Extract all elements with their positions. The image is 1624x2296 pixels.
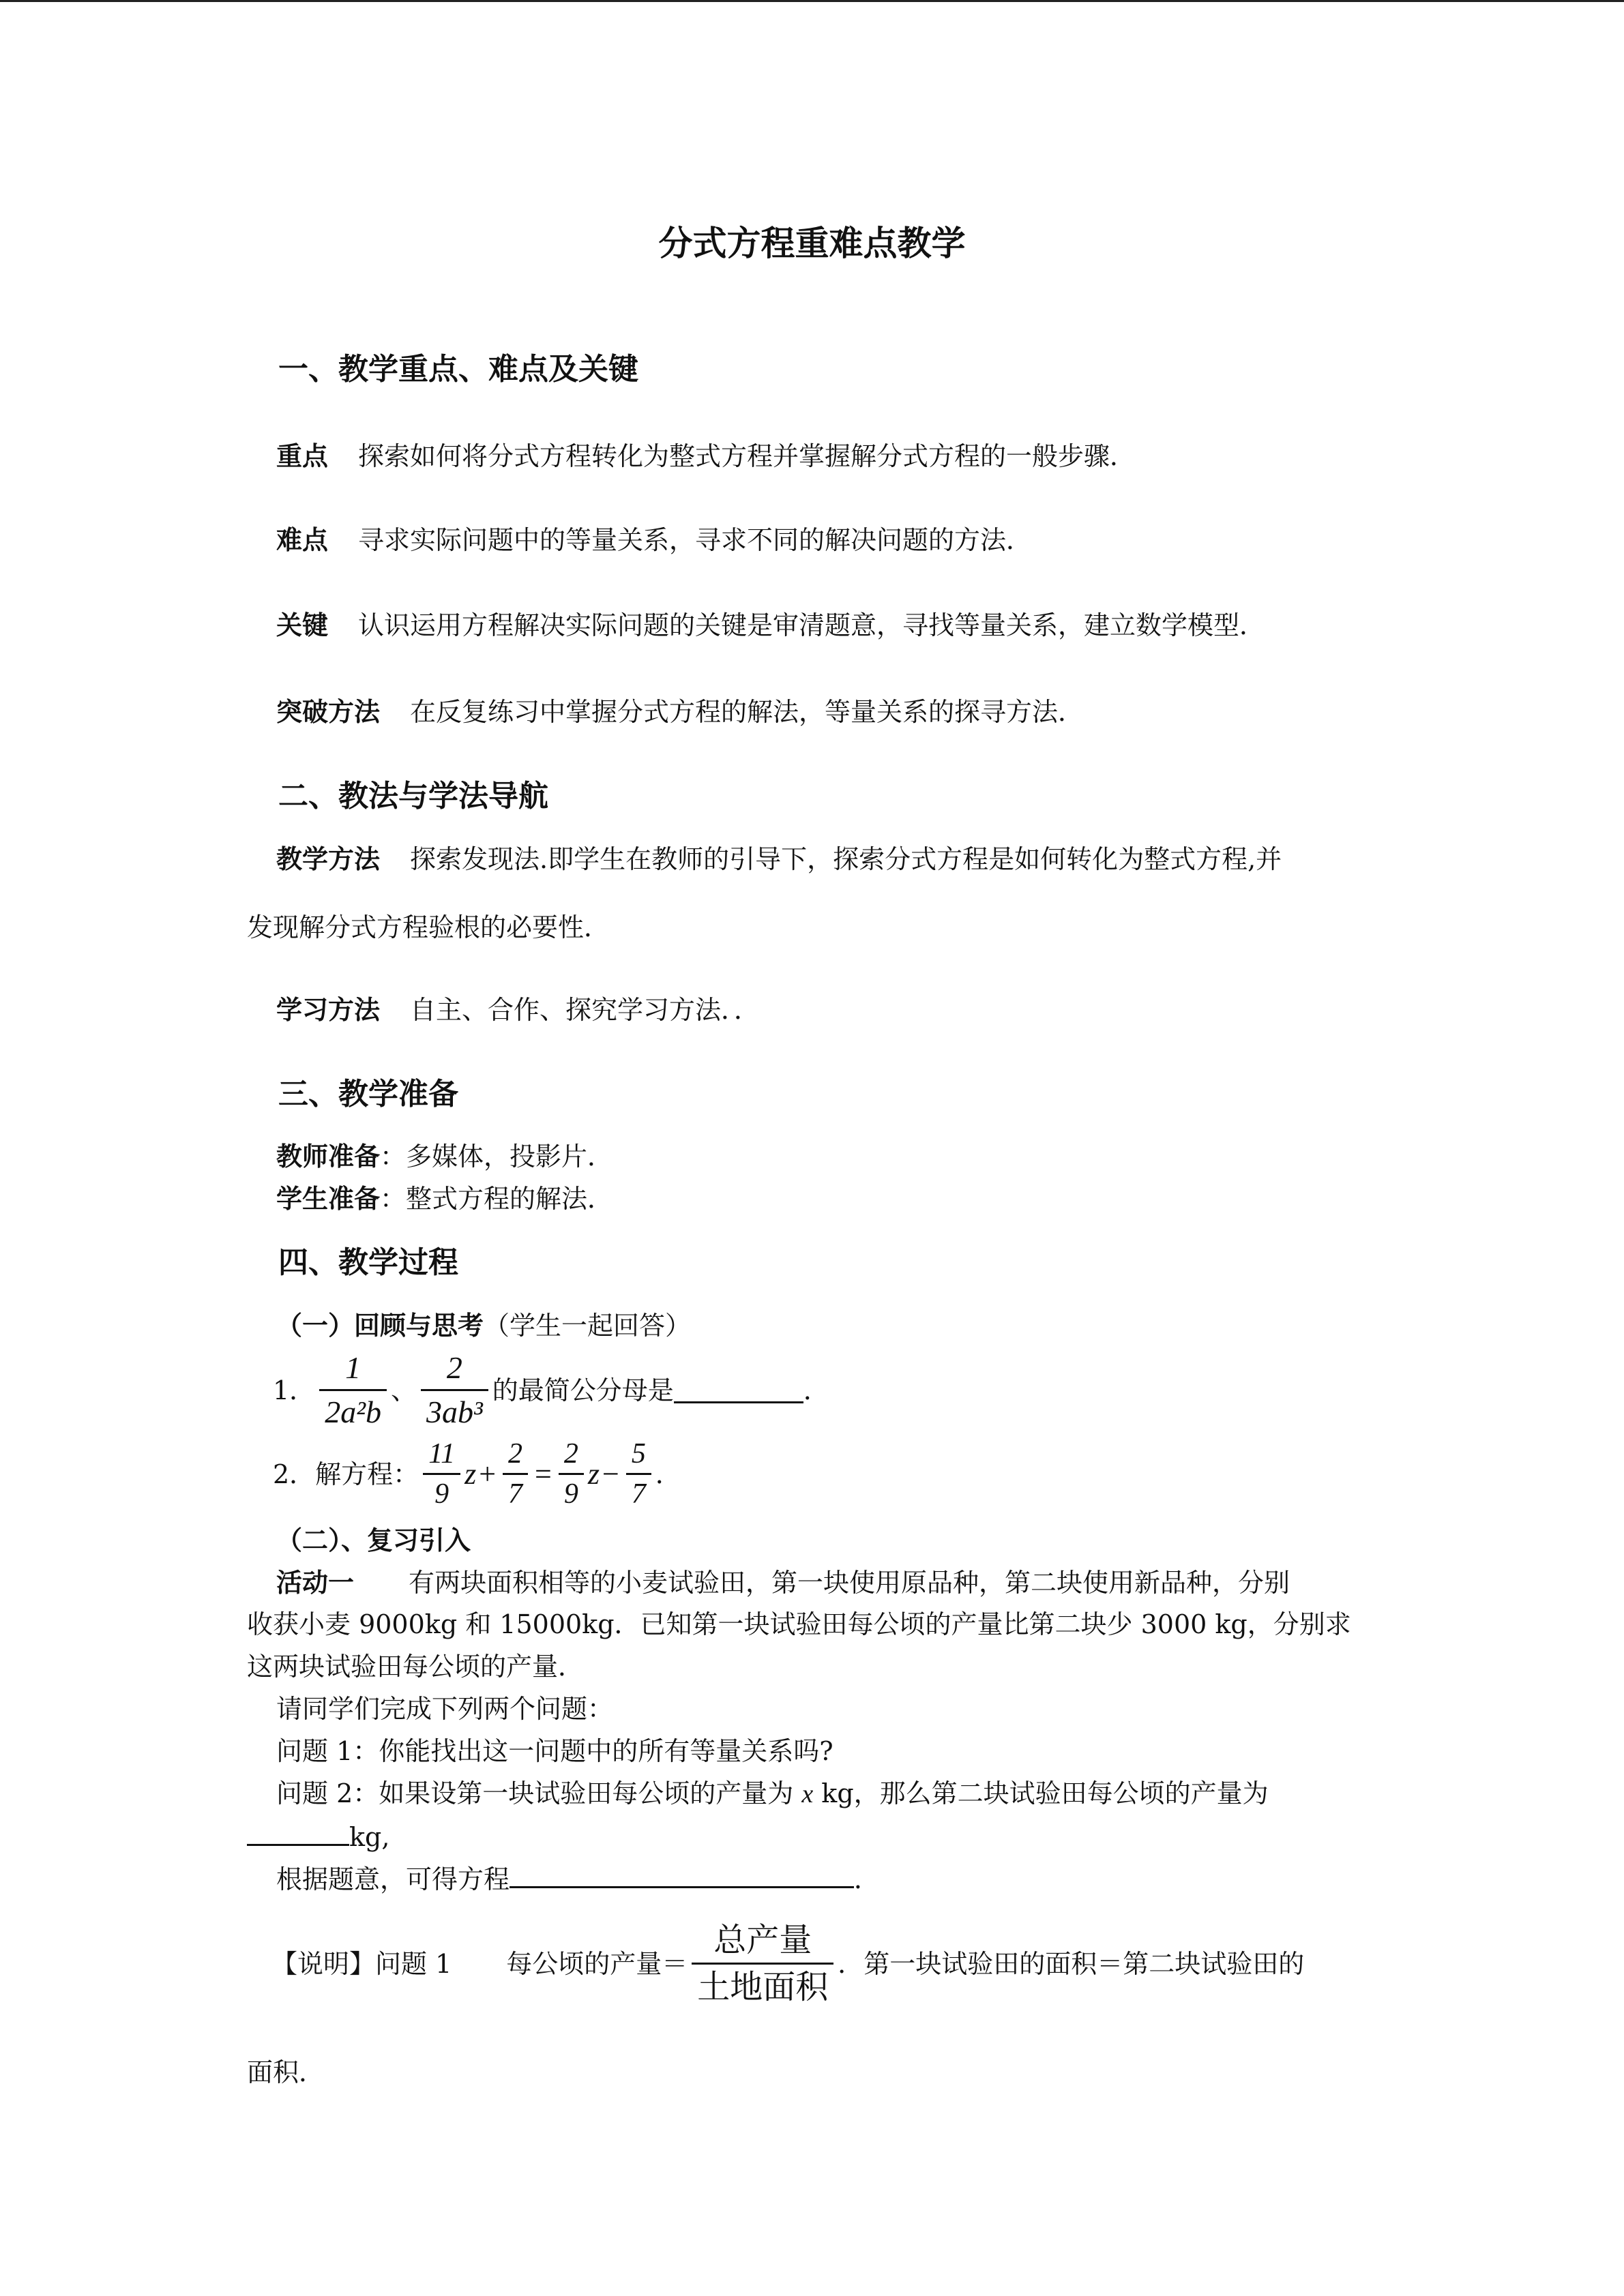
fraction-numerator: 总产量 [692, 1918, 833, 1965]
fraction-numerator: 5 [626, 1435, 651, 1475]
crux-label: 关键 [276, 610, 329, 640]
student-prep-text: ：整式方程的解法． [380, 1184, 614, 1214]
equation-fraction-4 [626, 1435, 651, 1513]
teacher-prep-line [276, 1140, 613, 1173]
section-4-heading: 四、教学过程 [278, 1245, 458, 1280]
fraction-numerator: 11 [423, 1435, 460, 1475]
equation-prompt-line [276, 1862, 880, 1896]
teaching-method-label: 教学方法 [276, 844, 381, 874]
teacher-prep-text: ：多媒体，投影片． [380, 1142, 614, 1172]
learning-method-label: 学习方法 [276, 994, 381, 1025]
teaching-method-line [276, 843, 1282, 876]
equation-variable-z: z [464, 1457, 477, 1491]
breakthrough-line [276, 696, 1084, 728]
equation-fraction-1 [423, 1435, 460, 1513]
fraction-numerator: 2 [559, 1435, 584, 1475]
question-1 [273, 1347, 829, 1433]
explanation-text-a: 每公顷的产量＝ [506, 1948, 688, 1979]
activity-1-text-3: 这两块试验田每公顷的产量． [247, 1652, 585, 1682]
fraction-numerator: 1 [319, 1347, 387, 1391]
task-question-2-answer-line [247, 1819, 389, 1853]
activity-1-label: 活动一 [276, 1567, 355, 1598]
activity-1-text: 有两块面积相等的小麦试验田，第一块使用原品种，第二块使用新品种，分别 [409, 1568, 1290, 1598]
task-intro: 请同学们完成下列两个问题： [276, 1694, 614, 1724]
task-question-2-text-b: kg，那么第二块试验田每公顷的产量为 [813, 1778, 1269, 1808]
task-question-2 [276, 1777, 1269, 1810]
fraction-denominator: 2a²b [325, 1395, 381, 1429]
fraction-denominator: 3ab³ [426, 1395, 483, 1429]
student-prep-label: 学生准备 [276, 1183, 381, 1214]
difficulty-line [276, 524, 1032, 556]
explanation-text-b: ．第一块试验田的面积＝第二块试验田的 [838, 1948, 1305, 1979]
question-1-answer-blank[interactable] [674, 1377, 803, 1403]
subsection-2-heading: （二）、复习引入 [276, 1525, 471, 1555]
activity-1-line [276, 1566, 1290, 1599]
question-1-suffix: 的最简公分母是 [492, 1375, 674, 1405]
learning-method-line [276, 994, 760, 1026]
equation-variable-z: z [587, 1457, 600, 1491]
equation-prompt-end: ． [854, 1864, 881, 1894]
subsection-1-note: （学生一起回答） [484, 1311, 692, 1341]
equation-equals: = [535, 1457, 552, 1491]
question-1-prefix: 1． [273, 1375, 316, 1405]
fraction-denominator: 9 [563, 1478, 578, 1510]
task-question-2-unit: kg, [349, 1822, 390, 1852]
teacher-prep-label: 教师准备 [276, 1141, 381, 1172]
difficulty-text: 寻求实际问题中的等量关系，寻求不同的解决问题的方法． [358, 525, 1033, 555]
top-border-line [0, 0, 1624, 2]
equation-answer-blank[interactable] [510, 1862, 854, 1888]
subsection-1-label: （一）回顾与思考 [276, 1310, 484, 1341]
task-question-2-text-a: 问题 2：如果设第一块试验田每公顷的产量为 [276, 1778, 802, 1808]
difficulty-label: 难点 [276, 524, 329, 555]
fraction-numerator: 2 [421, 1347, 488, 1391]
question-1-fraction-1 [319, 1347, 387, 1433]
equation-plus: + [479, 1457, 497, 1491]
question-2-prefix: 2．解方程： [273, 1459, 419, 1489]
question-1-separator: 、 [390, 1375, 417, 1405]
key-point-line [276, 440, 1136, 473]
teaching-method-text: 探索发现法.即学生在教师的引导下，探索分式方程是如何转化为整式方程,并 [410, 844, 1282, 874]
teaching-method-text-cont: 发现解分式方程验根的必要性． [247, 912, 610, 942]
fraction-denominator: 9 [434, 1478, 449, 1510]
section-2-heading: 二、教法与学法导航 [278, 779, 548, 814]
question-1-end: ． [803, 1375, 829, 1405]
breakthrough-label: 突破方法 [276, 696, 381, 727]
subsection-1-line [276, 1309, 691, 1342]
task-question-1: 问题 1：你能找出这一问题中的所有等量关系吗? [276, 1736, 833, 1766]
section-1-heading: 一、教学重点、难点及关键 [278, 352, 638, 387]
explanation-text-c: 面积． [247, 2057, 325, 2087]
equation-prompt-text: 根据题意，可得方程 [276, 1864, 510, 1894]
section-3-heading: 三、教学准备 [278, 1077, 458, 1112]
crux-text: 认识运用方程解决实际问题的关键是审清题意，寻找等量关系，建立数学模型． [358, 610, 1266, 640]
explanation-label: 【说明】问题 1 [271, 1948, 452, 1979]
fraction-denominator: 7 [631, 1478, 646, 1510]
explanation-line [271, 1918, 1304, 2010]
fraction-numerator: 2 [503, 1435, 528, 1475]
breakthrough-text: 在反复练习中掌握分式方程的解法，等量关系的探寻方法． [410, 697, 1084, 727]
task-question-2-variable: x [801, 1780, 814, 1808]
equation-fraction-2 [503, 1435, 528, 1513]
question-1-fraction-2 [421, 1347, 488, 1433]
student-prep-line [276, 1182, 613, 1215]
learning-method-text: 自主、合作、探究学习方法．． [410, 995, 761, 1025]
yield-fraction [692, 1918, 833, 2010]
question-2 [273, 1435, 681, 1513]
activity-1-text-2: 收获小麦 9000kg 和 15000kg．已知第一块试验田每公顷的产量比第二块少 3000 kg，分别求 [247, 1609, 1351, 1639]
fraction-denominator: 土地面积 [697, 1968, 829, 2006]
question-2-end: ． [655, 1459, 681, 1489]
fraction-denominator: 7 [508, 1478, 523, 1510]
equation-fraction-3 [559, 1435, 584, 1513]
crux-line [276, 609, 1265, 642]
key-point-text: 探索如何将分式方程转化为整式方程并掌握解分式方程的一般步骤． [358, 441, 1136, 471]
task-question-2-answer-blank[interactable] [247, 1819, 349, 1846]
equation-minus: − [602, 1457, 619, 1491]
key-point-label: 重点 [276, 441, 329, 471]
page-title: 分式方程重难点教学 [658, 223, 966, 263]
